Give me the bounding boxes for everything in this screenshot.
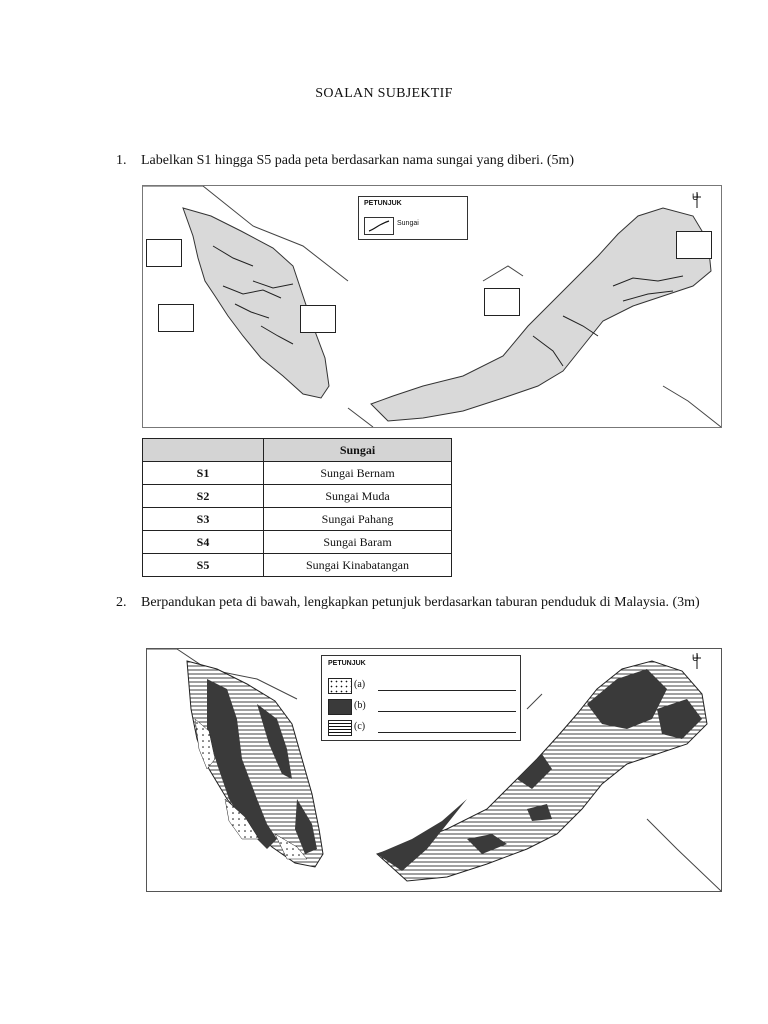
river-name: Sungai Pahang [264,508,452,531]
question-1-text: Labelkan S1 hingga S5 pada peta berdasarkan nama sungai yang diberi. (5m) [141,153,575,168]
table-row [143,554,452,577]
legend-label-b: (b) [354,700,366,711]
river-table [142,438,452,577]
table-row [143,485,452,508]
answer-box-s-borneo-right[interactable] [676,231,712,259]
river-code: S2 [143,485,264,508]
question-2-text: Berpandukan peta di bawah, lengkapkan petunjuk berdasarkan taburan penduduk di Malaysia. (3m) [141,595,700,610]
river-symbol-icon [364,217,394,235]
legend-row-b [328,699,513,715]
river-code: S5 [143,554,264,577]
map1-legend-heading: PETUNJUK [364,200,402,207]
map1-legend [358,196,468,240]
table-row [143,462,452,485]
river-table-header: Sungai [264,439,452,462]
river-name: Sungai Muda [264,485,452,508]
legend-label-a: (a) [354,679,366,690]
map-population [146,648,722,892]
table-row [143,508,452,531]
question-1-number: 1. [116,153,127,168]
river-code: S3 [143,508,264,531]
river-code: S1 [143,462,264,485]
answer-line-c[interactable] [378,732,516,733]
dotted-pattern-icon [328,678,352,694]
question-2-number: 2. [116,595,127,610]
answer-line-a[interactable] [378,690,516,691]
map2-legend-heading: PETUNJUK [328,660,366,667]
answer-box-s-peninsula-right[interactable] [300,305,336,333]
hatched-pattern-icon [328,720,352,736]
dark-fill-icon [328,699,352,715]
answer-box-s-borneo-center[interactable] [484,288,520,316]
river-name: Sungai Baram [264,531,452,554]
river-code: S4 [143,531,264,554]
river-name: Sungai Bernam [264,462,452,485]
table-row [143,531,452,554]
north-arrow-icon [692,653,699,663]
map1-legend-item: Sungai [397,220,419,227]
north-arrow-icon [692,192,699,202]
map-rivers [142,185,722,428]
answer-box-s-left-top[interactable] [146,239,182,267]
answer-line-b[interactable] [378,711,516,712]
answer-box-s-left-bottom[interactable] [158,304,194,332]
legend-row-c [328,720,513,736]
page-title: SOALAN SUBJEKTIF [315,86,453,101]
legend-row-a [328,678,513,694]
map2-legend [321,655,521,741]
legend-label-c: (c) [354,721,366,732]
river-name: Sungai Kinabatangan [264,554,452,577]
